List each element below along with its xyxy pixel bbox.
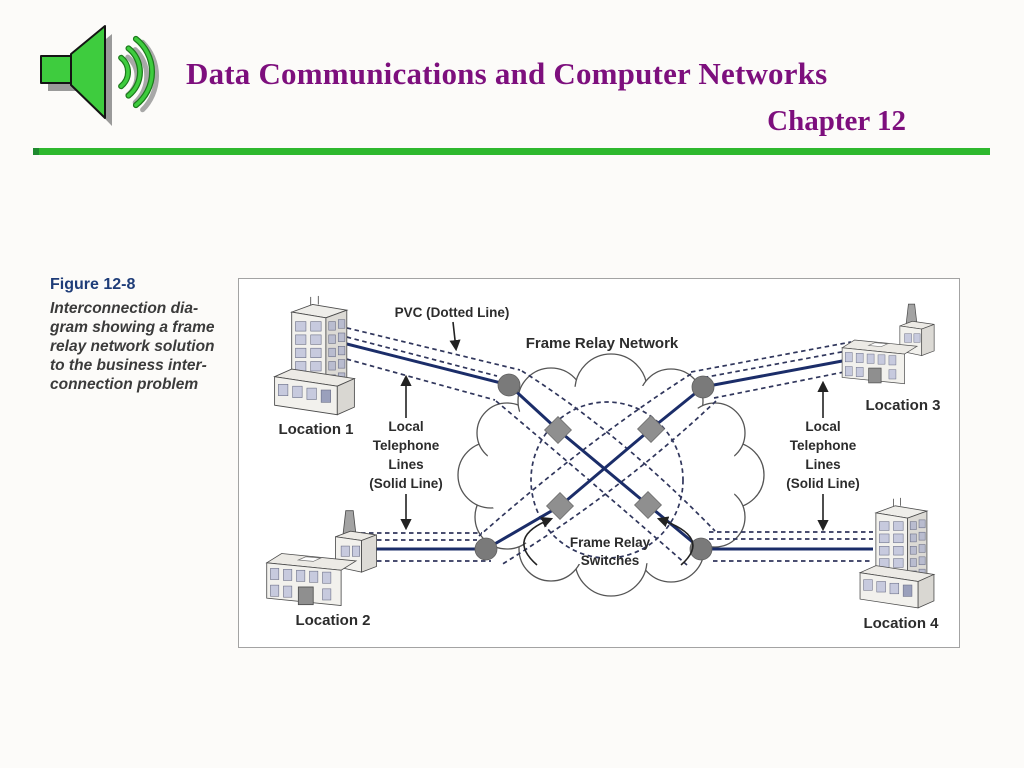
svg-text:Lines: Lines <box>805 457 841 472</box>
speaker-icon <box>20 10 172 136</box>
svg-text:Frame Relay: Frame Relay <box>569 535 651 550</box>
caption-line: Interconnection dia- <box>50 300 199 317</box>
pvc-label: PVC (Dotted Line) <box>394 305 510 320</box>
figure-number: Figure 12-8 <box>50 276 136 293</box>
building-location-1 <box>275 296 355 415</box>
pvc-arrow <box>453 322 456 349</box>
local-lines-label-left <box>369 419 443 491</box>
svg-text:(Solid Line): (Solid Line) <box>786 476 860 491</box>
caption-line: gram showing a frame <box>50 319 215 336</box>
svg-text:Switches: Switches <box>580 553 640 568</box>
node-circle <box>692 376 714 398</box>
chapter-subtitle: Chapter 12 <box>767 105 906 137</box>
sound-waves-icon <box>121 39 156 110</box>
divider-rule <box>33 148 990 155</box>
divider-rule-cap <box>33 148 39 155</box>
speaker-body <box>41 26 105 118</box>
caption-line: connection problem <box>50 376 199 393</box>
svg-text:Telephone: Telephone <box>372 438 440 453</box>
svg-text:Local: Local <box>805 419 841 434</box>
svg-text:(Solid Line): (Solid Line) <box>369 476 443 491</box>
building-location-2 <box>267 511 377 606</box>
caption-line: relay network solution <box>50 338 215 355</box>
node-circle <box>475 538 497 560</box>
figure-panel <box>238 278 960 648</box>
frame-relay-network-label: Frame Relay Network <box>525 335 679 352</box>
local-lines-label-right <box>786 419 860 491</box>
building-location-4 <box>860 498 934 608</box>
location-2-label: Location 2 <box>295 612 371 629</box>
node-circle <box>498 374 520 396</box>
location-3-label: Location 3 <box>865 397 941 414</box>
location-1-label: Location 1 <box>278 421 354 438</box>
slide-title: Data Communications and Computer Networks <box>186 56 828 91</box>
svg-text:Local: Local <box>388 419 424 434</box>
network-diagram <box>239 279 958 646</box>
svg-text:Telephone: Telephone <box>789 438 857 453</box>
location-4-label: Location 4 <box>863 615 939 632</box>
figure-caption <box>50 276 245 394</box>
caption-line: to the business inter- <box>50 357 207 374</box>
building-location-3 <box>842 304 934 384</box>
svg-text:Lines: Lines <box>388 457 424 472</box>
